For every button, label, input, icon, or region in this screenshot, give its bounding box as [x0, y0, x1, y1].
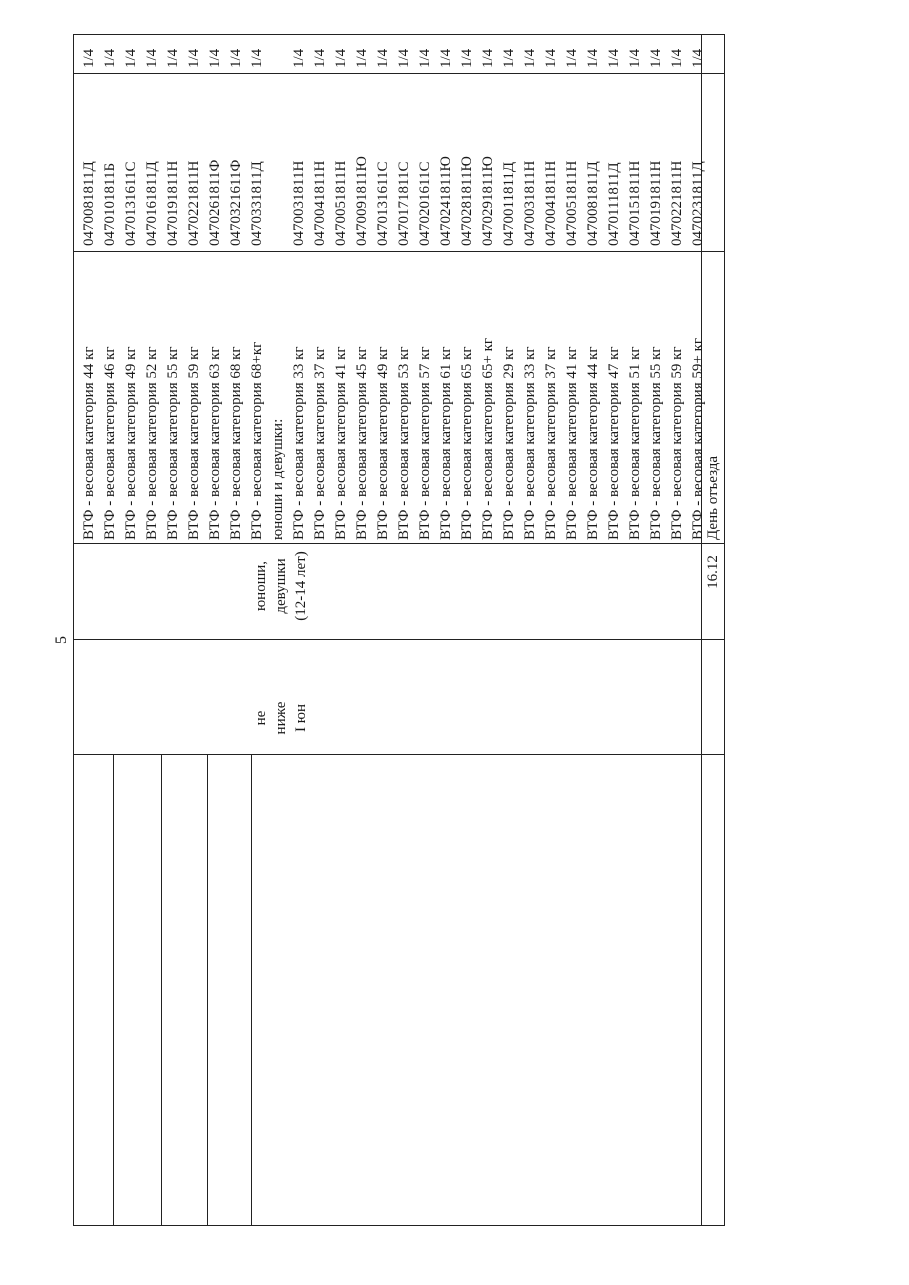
column-divider [73, 543, 725, 544]
event-row: ВТФ - весовая категория 65+ кг [480, 337, 496, 540]
fraction-row: 1/4 [333, 48, 349, 68]
event-row: ВТФ - весовая категория 41 кг [333, 346, 349, 540]
fraction-row: 1/4 [165, 48, 181, 68]
event-row: ВТФ - весовая категория 59 кг [669, 346, 685, 540]
code-row: 0470101811Б [102, 162, 118, 246]
event-row: ВТФ - весовая категория 52 кг [144, 346, 160, 540]
code-row: 0470331811Д [249, 161, 265, 246]
fraction-row: 1/4 [186, 48, 202, 68]
fraction-row: 1/4 [249, 48, 265, 68]
fraction-row: 1/4 [291, 48, 307, 68]
schedule-table [73, 34, 725, 1226]
event-row: ВТФ - весовая категория 63 кг [207, 346, 223, 540]
event-row: ВТФ - весовая категория 41 кг [564, 346, 580, 540]
code-row: 0470131611С [123, 161, 139, 246]
fraction-row [268, 49, 289, 68]
code-row: 0470171811С [396, 161, 412, 246]
code-row: 0470031811Н [522, 160, 538, 246]
fraction-row: 1/4 [606, 48, 622, 68]
event-row: ВТФ - весовая категория 49 кг [123, 346, 139, 540]
fraction-row: 1/4 [501, 48, 517, 68]
code-row: 0470081811Д [585, 161, 601, 246]
event-row: ВТФ - весовая категория 65 кг [459, 346, 475, 540]
event-row: ВТФ - весовая категория 47 кг [606, 346, 622, 540]
code-row: 0470031811Н [291, 160, 307, 246]
code-row: 0470131611С [375, 161, 391, 246]
event-row: ВТФ - весовая категория 59 кг [186, 346, 202, 540]
code-row [268, 156, 289, 246]
code-row: 0470201611С [417, 161, 433, 246]
code-row: 0470011811Д [501, 161, 517, 246]
fraction-row: 1/4 [102, 48, 118, 68]
event-row: ВТФ - весовая категория 29 кг [501, 346, 517, 540]
event-row: ВТФ - весовая категория 37 кг [543, 346, 559, 540]
age-group: юноши, девушки (12-14 лет) [253, 551, 309, 621]
event-row: ВТФ - весовая категория 68+кг [249, 341, 265, 540]
event-row: ВТФ - весовая категория 44 кг [81, 346, 97, 540]
column-divider [73, 251, 725, 252]
row-divider [207, 755, 208, 1226]
code-row: 0470111811Д [606, 162, 622, 246]
code-row: 0470041811Н [312, 160, 328, 246]
fraction-row: 1/4 [648, 48, 664, 68]
fraction-row: 1/4 [459, 48, 475, 68]
row-divider [113, 755, 114, 1226]
fraction-row: 1/4 [375, 48, 391, 68]
fraction-row: 1/4 [396, 48, 412, 68]
fractions-list [79, 49, 709, 68]
fraction-row: 1/4 [144, 48, 160, 68]
fraction-row: 1/4 [438, 48, 454, 68]
event-row: ВТФ - весовая категория 59+ кг [690, 337, 706, 540]
code-row: 0470221811Н [186, 160, 202, 246]
events-list [79, 338, 709, 540]
fraction-row: 1/4 [690, 48, 706, 68]
event-row: ВТФ - весовая категория 49 кг [375, 346, 391, 540]
code-row: 0470041811Н [543, 160, 559, 246]
fraction-row: 1/4 [480, 48, 496, 68]
code-row: 0470261811Ф [207, 159, 223, 246]
code-row: 0470151811Н [627, 160, 643, 246]
participant-level: не ниже I юн [253, 701, 309, 735]
event-row: ВТФ - весовая категория 68 кг [228, 346, 244, 540]
event-row: ВТФ - весовая категория 44 кг [585, 346, 601, 540]
event-row: ВТФ - весовая категория 45 кг [354, 346, 370, 540]
code-row: 0470321611Ф [228, 159, 244, 246]
fraction-row: 1/4 [207, 48, 223, 68]
column-divider [73, 754, 725, 755]
table-border-left [73, 1225, 725, 1226]
event-row: ВТФ - весовая категория 37 кг [312, 346, 328, 540]
code-row: 0470091811Ю [354, 156, 370, 246]
row-divider [251, 755, 252, 1226]
code-row: 0470291811Ю [480, 156, 496, 246]
fraction-row: 1/4 [627, 48, 643, 68]
event-row: ВТФ - весовая категория 33 кг [522, 346, 538, 540]
table-border-bottom [724, 34, 725, 1226]
event-row: ВТФ - весовая категория 53 кг [396, 346, 412, 540]
event-row: ВТФ - весовая категория 51 кг [627, 346, 643, 540]
fraction-row: 1/4 [564, 48, 580, 68]
code-row: 0470051811Н [333, 160, 349, 246]
fraction-row: 1/4 [312, 48, 328, 68]
event-row: ВТФ - весовая категория 55 кг [648, 346, 664, 540]
page-number: 5 [53, 636, 70, 644]
code-row: 0470081811Д [81, 161, 97, 246]
code-row: 0470191811Н [648, 160, 664, 246]
event-row: ВТФ - весовая категория 33 кг [291, 346, 307, 540]
table-border-right [73, 34, 725, 35]
departure-label: День отъезда [705, 455, 721, 540]
code-row: 0470191811Н [165, 160, 181, 246]
fraction-row: 1/4 [123, 48, 139, 68]
column-divider [73, 639, 725, 640]
fraction-row: 1/4 [228, 48, 244, 68]
fraction-row: 1/4 [543, 48, 559, 68]
departure-date: 16.12 [705, 555, 721, 589]
row-divider [161, 755, 162, 1226]
column-divider [73, 73, 725, 74]
event-row: ВТФ - весовая категория 57 кг [417, 346, 433, 540]
event-row: ВТФ - весовая категория 46 кг [102, 346, 118, 540]
fraction-row: 1/4 [354, 48, 370, 68]
event-row: юноши и девушки: [270, 418, 286, 540]
fraction-row: 1/4 [585, 48, 601, 68]
fraction-row: 1/4 [81, 48, 97, 68]
event-row: ВТФ - весовая категория 61 кг [438, 346, 454, 540]
code-row: 0470231811Д [690, 161, 706, 246]
event-row: ВТФ - весовая категория 55 кг [165, 346, 181, 540]
table-border-top [73, 34, 74, 1226]
code-row: 0470221811Н [669, 160, 685, 246]
code-row: 0470051811Н [564, 160, 580, 246]
fraction-row: 1/4 [669, 48, 685, 68]
fraction-row: 1/4 [417, 48, 433, 68]
code-row: 0470281811Ю [459, 156, 475, 246]
code-row: 0470241811Ю [438, 156, 454, 246]
fraction-row: 1/4 [522, 48, 538, 68]
codes-list [79, 156, 709, 246]
code-row: 0470161811Д [144, 161, 160, 246]
